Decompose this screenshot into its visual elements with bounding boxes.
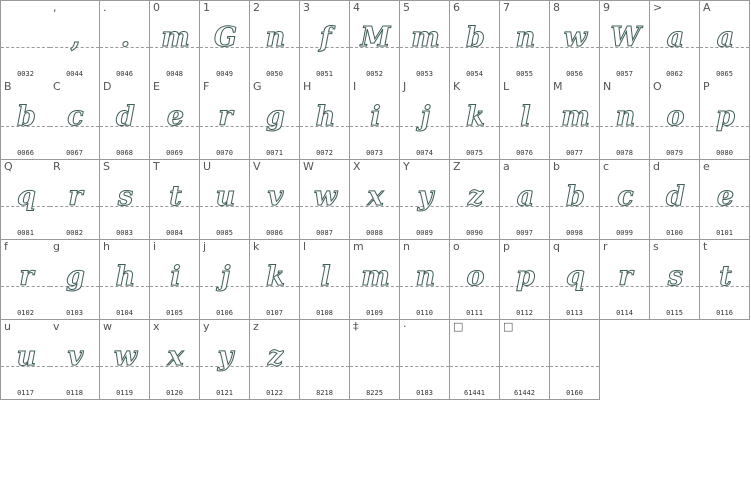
glyph-cell-code: 0070 bbox=[216, 149, 233, 157]
glyph-preview: r bbox=[68, 181, 81, 212]
glyph-preview: z bbox=[467, 181, 482, 212]
glyph-cell-code: 0087 bbox=[316, 229, 333, 237]
glyph-cell bbox=[200, 240, 250, 320]
glyph-cell-code: 0088 bbox=[366, 229, 383, 237]
glyph-cell-code: 0118 bbox=[66, 389, 83, 397]
glyph-cell-code: 0056 bbox=[566, 70, 583, 78]
glyph-cell-character: e bbox=[703, 160, 710, 173]
glyph-cell-character: U bbox=[203, 160, 212, 173]
glyph-cell-character: T bbox=[153, 160, 160, 173]
glyph-cell bbox=[700, 80, 750, 160]
glyph-preview: u bbox=[16, 341, 35, 372]
glyph-cell bbox=[650, 0, 700, 81]
glyph-cell bbox=[450, 240, 500, 320]
glyph-cell-code: 0101 bbox=[716, 229, 733, 237]
glyph-cell-character: x bbox=[153, 320, 160, 333]
glyph-cell bbox=[550, 240, 600, 320]
glyph-preview: s bbox=[667, 261, 682, 292]
glyph-preview: u bbox=[215, 181, 234, 212]
glyph-cell bbox=[100, 80, 150, 160]
glyph-preview: W bbox=[610, 22, 639, 53]
glyph-cell-character: g bbox=[53, 240, 60, 253]
glyph-preview: j bbox=[420, 101, 429, 132]
glyph-cell-code: 0082 bbox=[66, 229, 83, 237]
glyph-cell bbox=[500, 80, 550, 160]
glyph-preview: s bbox=[117, 181, 132, 212]
glyph-cell-character: H bbox=[303, 80, 312, 93]
glyph-preview bbox=[550, 334, 599, 380]
glyph-cell-code: 0051 bbox=[316, 70, 333, 78]
glyph-cell bbox=[100, 240, 150, 320]
glyph-preview: c bbox=[67, 101, 82, 132]
glyph-cell-character: 9 bbox=[603, 1, 610, 14]
glyph-cell bbox=[50, 240, 100, 320]
glyph-cell-code: 0107 bbox=[266, 309, 283, 317]
glyph-cell-code: 0065 bbox=[716, 70, 733, 78]
glyph-cell-character: G bbox=[253, 80, 262, 93]
glyph-cell bbox=[200, 160, 250, 240]
glyph-cell bbox=[200, 0, 250, 81]
glyph-cell-character: o bbox=[453, 240, 460, 253]
glyph-cell-code: 0109 bbox=[366, 309, 383, 317]
glyph-cell bbox=[500, 240, 550, 320]
glyph-cell bbox=[200, 320, 250, 400]
glyph-cell-code: 0076 bbox=[516, 149, 533, 157]
glyph-cell-character: j bbox=[203, 240, 207, 253]
glyph-cell bbox=[400, 0, 450, 81]
glyph-preview: x bbox=[167, 341, 182, 372]
glyph-preview: a bbox=[516, 181, 533, 212]
glyph-preview: b bbox=[17, 101, 34, 132]
glyph-cell-character: X bbox=[353, 160, 361, 173]
glyph-cell bbox=[450, 160, 500, 240]
glyph-cell bbox=[500, 160, 550, 240]
glyph-cell bbox=[300, 160, 350, 240]
glyph-cell-code: 0100 bbox=[666, 229, 683, 237]
glyph-cell-code: 0068 bbox=[116, 149, 133, 157]
glyph-cell-character: c bbox=[603, 160, 610, 173]
glyph-cell-character: 3 bbox=[303, 1, 310, 14]
glyph-cell-character: 5 bbox=[403, 1, 410, 14]
glyph-preview: h bbox=[115, 261, 134, 292]
glyph-cell-code: 0117 bbox=[17, 389, 34, 397]
glyph-cell bbox=[250, 240, 300, 320]
glyph-cell-code: 0183 bbox=[416, 389, 433, 397]
glyph-cell-code: 0052 bbox=[366, 70, 383, 78]
glyph-cell-character: · bbox=[403, 320, 407, 333]
glyph-cell-code: 0085 bbox=[216, 229, 233, 237]
glyph-cell bbox=[400, 320, 450, 400]
glyph-cell bbox=[150, 0, 200, 81]
glyph-cell bbox=[300, 320, 350, 400]
glyph-cell-code: 0077 bbox=[566, 149, 583, 157]
glyph-cell bbox=[550, 160, 600, 240]
glyph-cell-character: d bbox=[653, 160, 660, 173]
glyph-cell bbox=[300, 240, 350, 320]
glyph-cell-character: 6 bbox=[453, 1, 460, 14]
glyph-cell-code: 0116 bbox=[716, 309, 733, 317]
glyph-cell-code: 0080 bbox=[716, 149, 733, 157]
glyph-cell bbox=[150, 320, 200, 400]
glyph-cell-code: 0099 bbox=[616, 229, 633, 237]
glyph-preview: b bbox=[466, 22, 483, 53]
glyph-preview: m bbox=[361, 261, 388, 292]
glyph-cell bbox=[600, 80, 650, 160]
glyph-cell-code: 0084 bbox=[166, 229, 183, 237]
glyph-cell-character: 1 bbox=[203, 1, 210, 14]
glyph-cell-code: 0054 bbox=[466, 70, 483, 78]
glyph-preview: d bbox=[116, 101, 133, 132]
glyph-cell-character: J bbox=[403, 80, 407, 93]
glyph-preview: M bbox=[360, 22, 389, 53]
glyph-cell bbox=[700, 0, 750, 81]
glyph-cell-character: P bbox=[703, 80, 710, 93]
glyph-cell bbox=[600, 160, 650, 240]
glyph-cell-code: 8218 bbox=[316, 389, 333, 397]
glyph-preview: l bbox=[320, 261, 329, 292]
glyph-cell-character: N bbox=[603, 80, 612, 93]
glyph-cell bbox=[400, 160, 450, 240]
glyph-cell-code: 0115 bbox=[666, 309, 683, 317]
glyph-cell-code: 0160 bbox=[566, 389, 583, 397]
glyph-cell-character: h bbox=[103, 240, 110, 253]
glyph-cell-character: 0 bbox=[153, 1, 160, 14]
glyph-cell-code: 0055 bbox=[516, 70, 533, 78]
glyph-cell-character: > bbox=[653, 1, 663, 14]
glyph-cell-character: Y bbox=[403, 160, 410, 173]
glyph-cell-character: u bbox=[4, 320, 11, 333]
glyph-cell-code: 0048 bbox=[166, 70, 183, 78]
glyph-cell-character: m bbox=[353, 240, 364, 253]
glyph-cell-code: 0106 bbox=[216, 309, 233, 317]
glyph-cell-code: 0069 bbox=[166, 149, 183, 157]
glyph-cell-code: 0075 bbox=[466, 149, 483, 157]
glyph-cell bbox=[350, 80, 400, 160]
glyph-cell-code: 0062 bbox=[666, 70, 683, 78]
glyph-cell-code: 0053 bbox=[416, 70, 433, 78]
glyph-cell-character: f bbox=[4, 240, 8, 253]
glyph-cell-code: 0112 bbox=[516, 309, 533, 317]
glyph-cell bbox=[0, 160, 51, 240]
glyph-preview: y bbox=[417, 181, 432, 212]
glyph-preview: j bbox=[220, 261, 229, 292]
glyph-cell-character: , bbox=[53, 1, 57, 14]
glyph-cell-character: n bbox=[403, 240, 410, 253]
glyph-preview: t bbox=[719, 261, 730, 292]
glyph-preview: e bbox=[166, 101, 183, 132]
glyph-cell-code: 0046 bbox=[116, 70, 133, 78]
glyph-cell bbox=[350, 160, 400, 240]
glyph-cell-code: 0104 bbox=[116, 309, 133, 317]
glyph-cell-code: 0050 bbox=[266, 70, 283, 78]
glyph-cell bbox=[100, 160, 150, 240]
glyph-cell-code: 0090 bbox=[466, 229, 483, 237]
glyph-cell bbox=[500, 0, 550, 81]
glyph-cell bbox=[650, 160, 700, 240]
glyph-cell bbox=[450, 80, 500, 160]
glyph-cell-character: D bbox=[103, 80, 112, 93]
glyph-cell bbox=[350, 320, 400, 400]
glyph-preview bbox=[1, 15, 50, 61]
glyph-cell-code: 0079 bbox=[666, 149, 683, 157]
glyph-cell-code: 0073 bbox=[366, 149, 383, 157]
glyph-preview: i bbox=[370, 101, 379, 132]
glyph-preview: m bbox=[411, 22, 438, 53]
glyph-cell-character: t bbox=[703, 240, 708, 253]
glyph-cell-character: M bbox=[553, 80, 563, 93]
glyph-preview: m bbox=[561, 101, 588, 132]
glyph-cell-character: w bbox=[103, 320, 112, 333]
glyph-cell bbox=[400, 240, 450, 320]
glyph-preview: w bbox=[113, 341, 136, 372]
glyph-cell bbox=[50, 80, 100, 160]
glyph-cell-character: k bbox=[253, 240, 260, 253]
glyph-cell-character: □ bbox=[453, 320, 464, 333]
glyph-preview bbox=[400, 334, 449, 380]
glyph-cell bbox=[50, 320, 100, 400]
glyph-cell-character: L bbox=[503, 80, 510, 93]
glyph-cell bbox=[350, 0, 400, 81]
glyph-cell bbox=[550, 80, 600, 160]
glyph-preview: w bbox=[563, 22, 586, 53]
glyph-cell-code: 0044 bbox=[66, 70, 83, 78]
glyph-preview: . bbox=[120, 22, 129, 53]
glyph-cell-code: 0121 bbox=[216, 389, 233, 397]
glyph-cell bbox=[50, 160, 100, 240]
glyph-cell bbox=[250, 0, 300, 81]
glyph-cell-code: 0081 bbox=[17, 229, 34, 237]
glyph-cell-character: r bbox=[603, 240, 608, 253]
glyph-preview: c bbox=[617, 181, 632, 212]
glyph-cell bbox=[150, 160, 200, 240]
glyph-preview: a bbox=[716, 22, 733, 53]
glyph-preview: n bbox=[615, 101, 634, 132]
glyph-cell-character: Z bbox=[453, 160, 461, 173]
glyph-cell bbox=[600, 240, 650, 320]
glyph-cell-character: O bbox=[653, 80, 662, 93]
glyph-cell bbox=[250, 160, 300, 240]
glyph-cell bbox=[150, 240, 200, 320]
glyph-preview: d bbox=[666, 181, 683, 212]
glyph-cell-character: l bbox=[303, 240, 307, 253]
glyph-cell bbox=[300, 0, 350, 81]
glyph-cell-character: Q bbox=[4, 160, 13, 173]
glyph-cell bbox=[500, 320, 550, 400]
glyph-cell bbox=[550, 0, 600, 81]
glyph-cell bbox=[100, 0, 150, 81]
glyph-cell-code: 0103 bbox=[66, 309, 83, 317]
glyph-preview: t bbox=[169, 181, 180, 212]
glyph-cell-character: F bbox=[203, 80, 210, 93]
glyph-cell-character: V bbox=[253, 160, 261, 173]
glyph-preview: b bbox=[566, 181, 583, 212]
glyph-preview: i bbox=[170, 261, 179, 292]
glyph-cell-character: □ bbox=[503, 320, 514, 333]
glyph-preview: x bbox=[367, 181, 382, 212]
glyph-preview: p bbox=[516, 261, 533, 292]
glyph-cell-code: 0071 bbox=[266, 149, 283, 157]
glyph-preview: f bbox=[319, 22, 330, 53]
glyph-cell-code: 0066 bbox=[17, 149, 34, 157]
glyph-preview: k bbox=[466, 101, 483, 132]
glyph-preview: k bbox=[266, 261, 283, 292]
glyph-preview bbox=[500, 334, 549, 380]
glyph-preview: g bbox=[66, 261, 83, 292]
glyph-preview bbox=[450, 334, 499, 380]
glyph-cell bbox=[250, 320, 300, 400]
glyph-preview: , bbox=[70, 22, 79, 53]
glyph-cell-code: 0120 bbox=[166, 389, 183, 397]
glyph-preview bbox=[350, 334, 399, 380]
glyph-cell-character: E bbox=[153, 80, 160, 93]
glyph-cell bbox=[450, 0, 500, 81]
glyph-preview: o bbox=[466, 261, 483, 292]
glyph-cell-character: I bbox=[353, 80, 357, 93]
glyph-cell bbox=[550, 320, 600, 400]
glyph-cell-character: 7 bbox=[503, 1, 510, 14]
glyph-preview: v bbox=[67, 341, 82, 372]
glyph-preview: a bbox=[666, 22, 683, 53]
glyph-preview: z bbox=[267, 341, 282, 372]
glyph-cell-code: 0032 bbox=[17, 70, 34, 78]
glyph-preview: w bbox=[313, 181, 336, 212]
glyph-cell bbox=[700, 160, 750, 240]
glyph-cell-character: a bbox=[503, 160, 510, 173]
glyph-cell-character: s bbox=[653, 240, 659, 253]
glyph-preview: n bbox=[515, 22, 534, 53]
glyph-cell-character: K bbox=[453, 80, 461, 93]
glyph-cell-code: 0072 bbox=[316, 149, 333, 157]
glyph-preview: l bbox=[520, 101, 529, 132]
glyph-cell-character: S bbox=[103, 160, 110, 173]
glyph-cell bbox=[700, 240, 750, 320]
glyph-cell-character: B bbox=[4, 80, 12, 93]
glyph-preview: n bbox=[265, 22, 284, 53]
glyph-preview bbox=[300, 334, 349, 380]
glyph-preview: e bbox=[716, 181, 733, 212]
glyph-preview: n bbox=[415, 261, 434, 292]
glyph-preview: r bbox=[19, 261, 32, 292]
glyph-preview: r bbox=[618, 261, 631, 292]
glyph-cell-character: W bbox=[303, 160, 314, 173]
glyph-cell-character: ‡ bbox=[353, 320, 359, 333]
glyph-cell-code: 0057 bbox=[616, 70, 633, 78]
glyph-cell-code: 0083 bbox=[116, 229, 133, 237]
glyph-preview: h bbox=[315, 101, 334, 132]
glyph-preview: q bbox=[17, 181, 34, 212]
glyph-cell-code: 61442 bbox=[513, 389, 536, 397]
glyph-cell-code: 0086 bbox=[266, 229, 283, 237]
glyph-cell-character: q bbox=[553, 240, 560, 253]
glyph-cell bbox=[400, 80, 450, 160]
glyph-cell-code: 0102 bbox=[17, 309, 34, 317]
glyph-cell bbox=[650, 80, 700, 160]
glyph-cell-code: 0113 bbox=[566, 309, 583, 317]
glyph-cell-character: y bbox=[203, 320, 210, 333]
glyph-cell-code: 0049 bbox=[216, 70, 233, 78]
glyph-cell bbox=[200, 80, 250, 160]
glyph-cell-code: 0078 bbox=[616, 149, 633, 157]
glyph-cell-character: v bbox=[53, 320, 60, 333]
glyph-cell-character: R bbox=[53, 160, 61, 173]
glyph-cell-code: 0122 bbox=[266, 389, 283, 397]
glyph-cell bbox=[100, 320, 150, 400]
glyph-cell bbox=[450, 320, 500, 400]
glyph-cell bbox=[300, 80, 350, 160]
glyph-cell-code: 0089 bbox=[416, 229, 433, 237]
glyph-cell-character: . bbox=[103, 1, 107, 14]
glyph-cell bbox=[0, 80, 51, 160]
glyph-cell-character: 2 bbox=[253, 1, 260, 14]
glyph-cell-code: 0111 bbox=[466, 309, 483, 317]
glyph-cell-code: 0074 bbox=[416, 149, 433, 157]
glyph-cell-character: A bbox=[703, 1, 711, 14]
glyph-cell-code: 8225 bbox=[366, 389, 383, 397]
glyph-cell-character: b bbox=[553, 160, 560, 173]
glyph-cell-character: C bbox=[53, 80, 61, 93]
glyph-cell bbox=[0, 240, 51, 320]
glyph-cell bbox=[50, 0, 100, 81]
glyph-cell-code: 0097 bbox=[516, 229, 533, 237]
glyph-cell-character: p bbox=[503, 240, 510, 253]
glyph-cell-character: i bbox=[153, 240, 157, 253]
glyph-cell bbox=[150, 80, 200, 160]
glyph-cell-character: 8 bbox=[553, 1, 560, 14]
glyph-preview: r bbox=[218, 101, 231, 132]
glyph-preview: G bbox=[213, 22, 236, 53]
glyph-preview: p bbox=[716, 101, 733, 132]
glyph-cell bbox=[0, 0, 51, 81]
glyph-preview: o bbox=[666, 101, 683, 132]
glyph-cell bbox=[0, 320, 51, 400]
glyph-cell-code: 0110 bbox=[416, 309, 433, 317]
glyph-cell-character: 4 bbox=[353, 1, 360, 14]
glyph-cell-code: 0108 bbox=[316, 309, 333, 317]
glyph-preview: q bbox=[566, 261, 583, 292]
glyph-cell bbox=[250, 80, 300, 160]
glyph-preview: v bbox=[267, 181, 282, 212]
glyph-preview: y bbox=[217, 341, 232, 372]
glyph-cell-character: z bbox=[253, 320, 259, 333]
glyph-preview: g bbox=[266, 101, 283, 132]
glyph-cell bbox=[350, 240, 400, 320]
glyph-cell-code: 0105 bbox=[166, 309, 183, 317]
glyph-cell-code: 0067 bbox=[66, 149, 83, 157]
glyph-cell bbox=[600, 0, 650, 81]
glyph-preview: m bbox=[161, 22, 188, 53]
glyph-cell-code: 0098 bbox=[566, 229, 583, 237]
glyph-cell-code: 0119 bbox=[116, 389, 133, 397]
glyph-cell-code: 0114 bbox=[616, 309, 633, 317]
glyph-cell-code: 61441 bbox=[463, 389, 486, 397]
glyph-cell bbox=[650, 240, 700, 320]
